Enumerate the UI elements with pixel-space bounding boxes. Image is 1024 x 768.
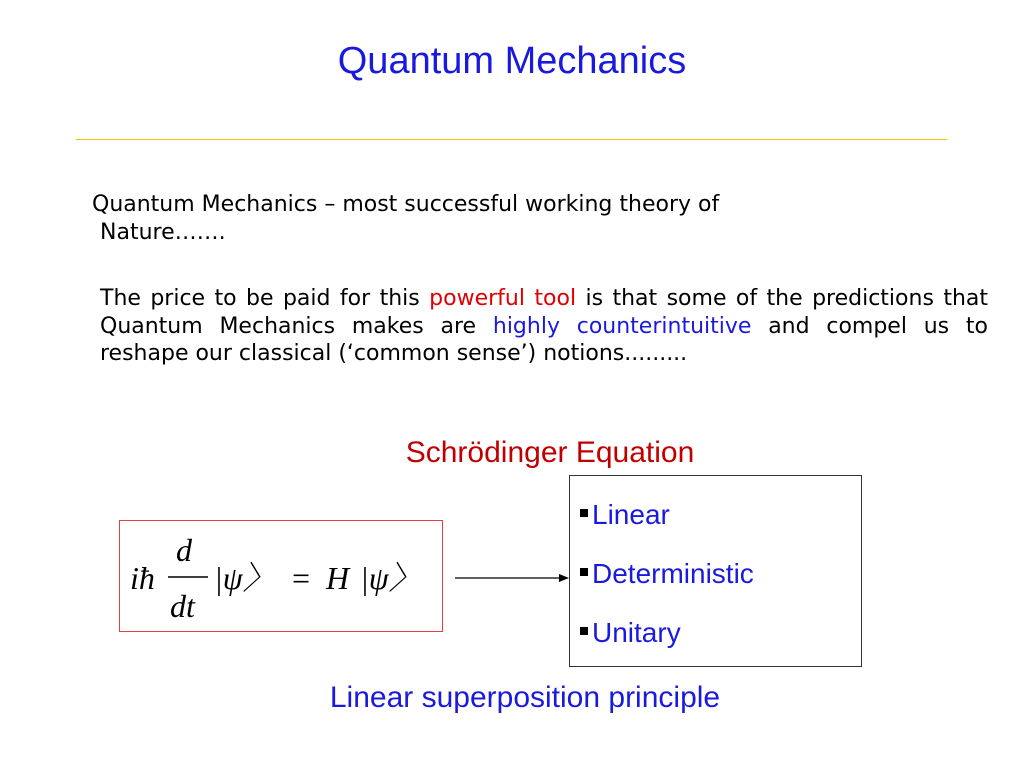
square-bullet-icon xyxy=(580,627,588,635)
eq-equals: = xyxy=(292,560,311,596)
eq-numerator: d xyxy=(176,532,192,568)
price-text-3: and compel us to reshape our classical (‘common sense’) notions......... xyxy=(100,313,988,366)
eq-ket-right: |ψ〉 xyxy=(360,560,421,596)
eq-ket-left: |ψ〉 xyxy=(214,560,275,596)
intro-paragraph xyxy=(92,191,988,246)
title-divider xyxy=(76,139,947,140)
price-paragraph xyxy=(100,285,988,368)
property-item xyxy=(580,498,670,532)
square-bullet-icon xyxy=(580,509,588,517)
eq-operator: H xyxy=(326,560,350,596)
intro-line-1: Quantum Mechanics – most successful working theory of xyxy=(92,192,720,217)
superposition-caption: Linear superposition principle xyxy=(329,681,721,714)
counterintuitive-highlight: highly counterintuitive xyxy=(492,313,752,339)
slide-title: Quantum Mechanics xyxy=(337,40,687,82)
schrodinger-equation xyxy=(120,521,444,633)
property-label: Linear xyxy=(592,499,670,530)
price-text-1: The price to be paid for this xyxy=(100,286,430,311)
property-item xyxy=(580,616,681,650)
properties-box xyxy=(569,475,862,667)
intro-line-2: Nature……. xyxy=(100,219,226,245)
equation-heading: Schrödinger Equation xyxy=(405,436,695,469)
property-label: Unitary xyxy=(592,617,681,648)
powerful-tool-highlight: powerful tool xyxy=(429,286,577,311)
square-bullet-icon xyxy=(580,568,588,576)
arrow-icon xyxy=(455,570,570,586)
property-item xyxy=(580,557,754,591)
eq-denominator: dt xyxy=(170,588,195,624)
price-text-2: is that some of the predictions that Quantum Mechanics makes are xyxy=(100,286,989,339)
property-label: Deterministic xyxy=(592,558,754,589)
eq-prefix: iħ xyxy=(130,560,155,596)
equation-box xyxy=(119,520,443,632)
